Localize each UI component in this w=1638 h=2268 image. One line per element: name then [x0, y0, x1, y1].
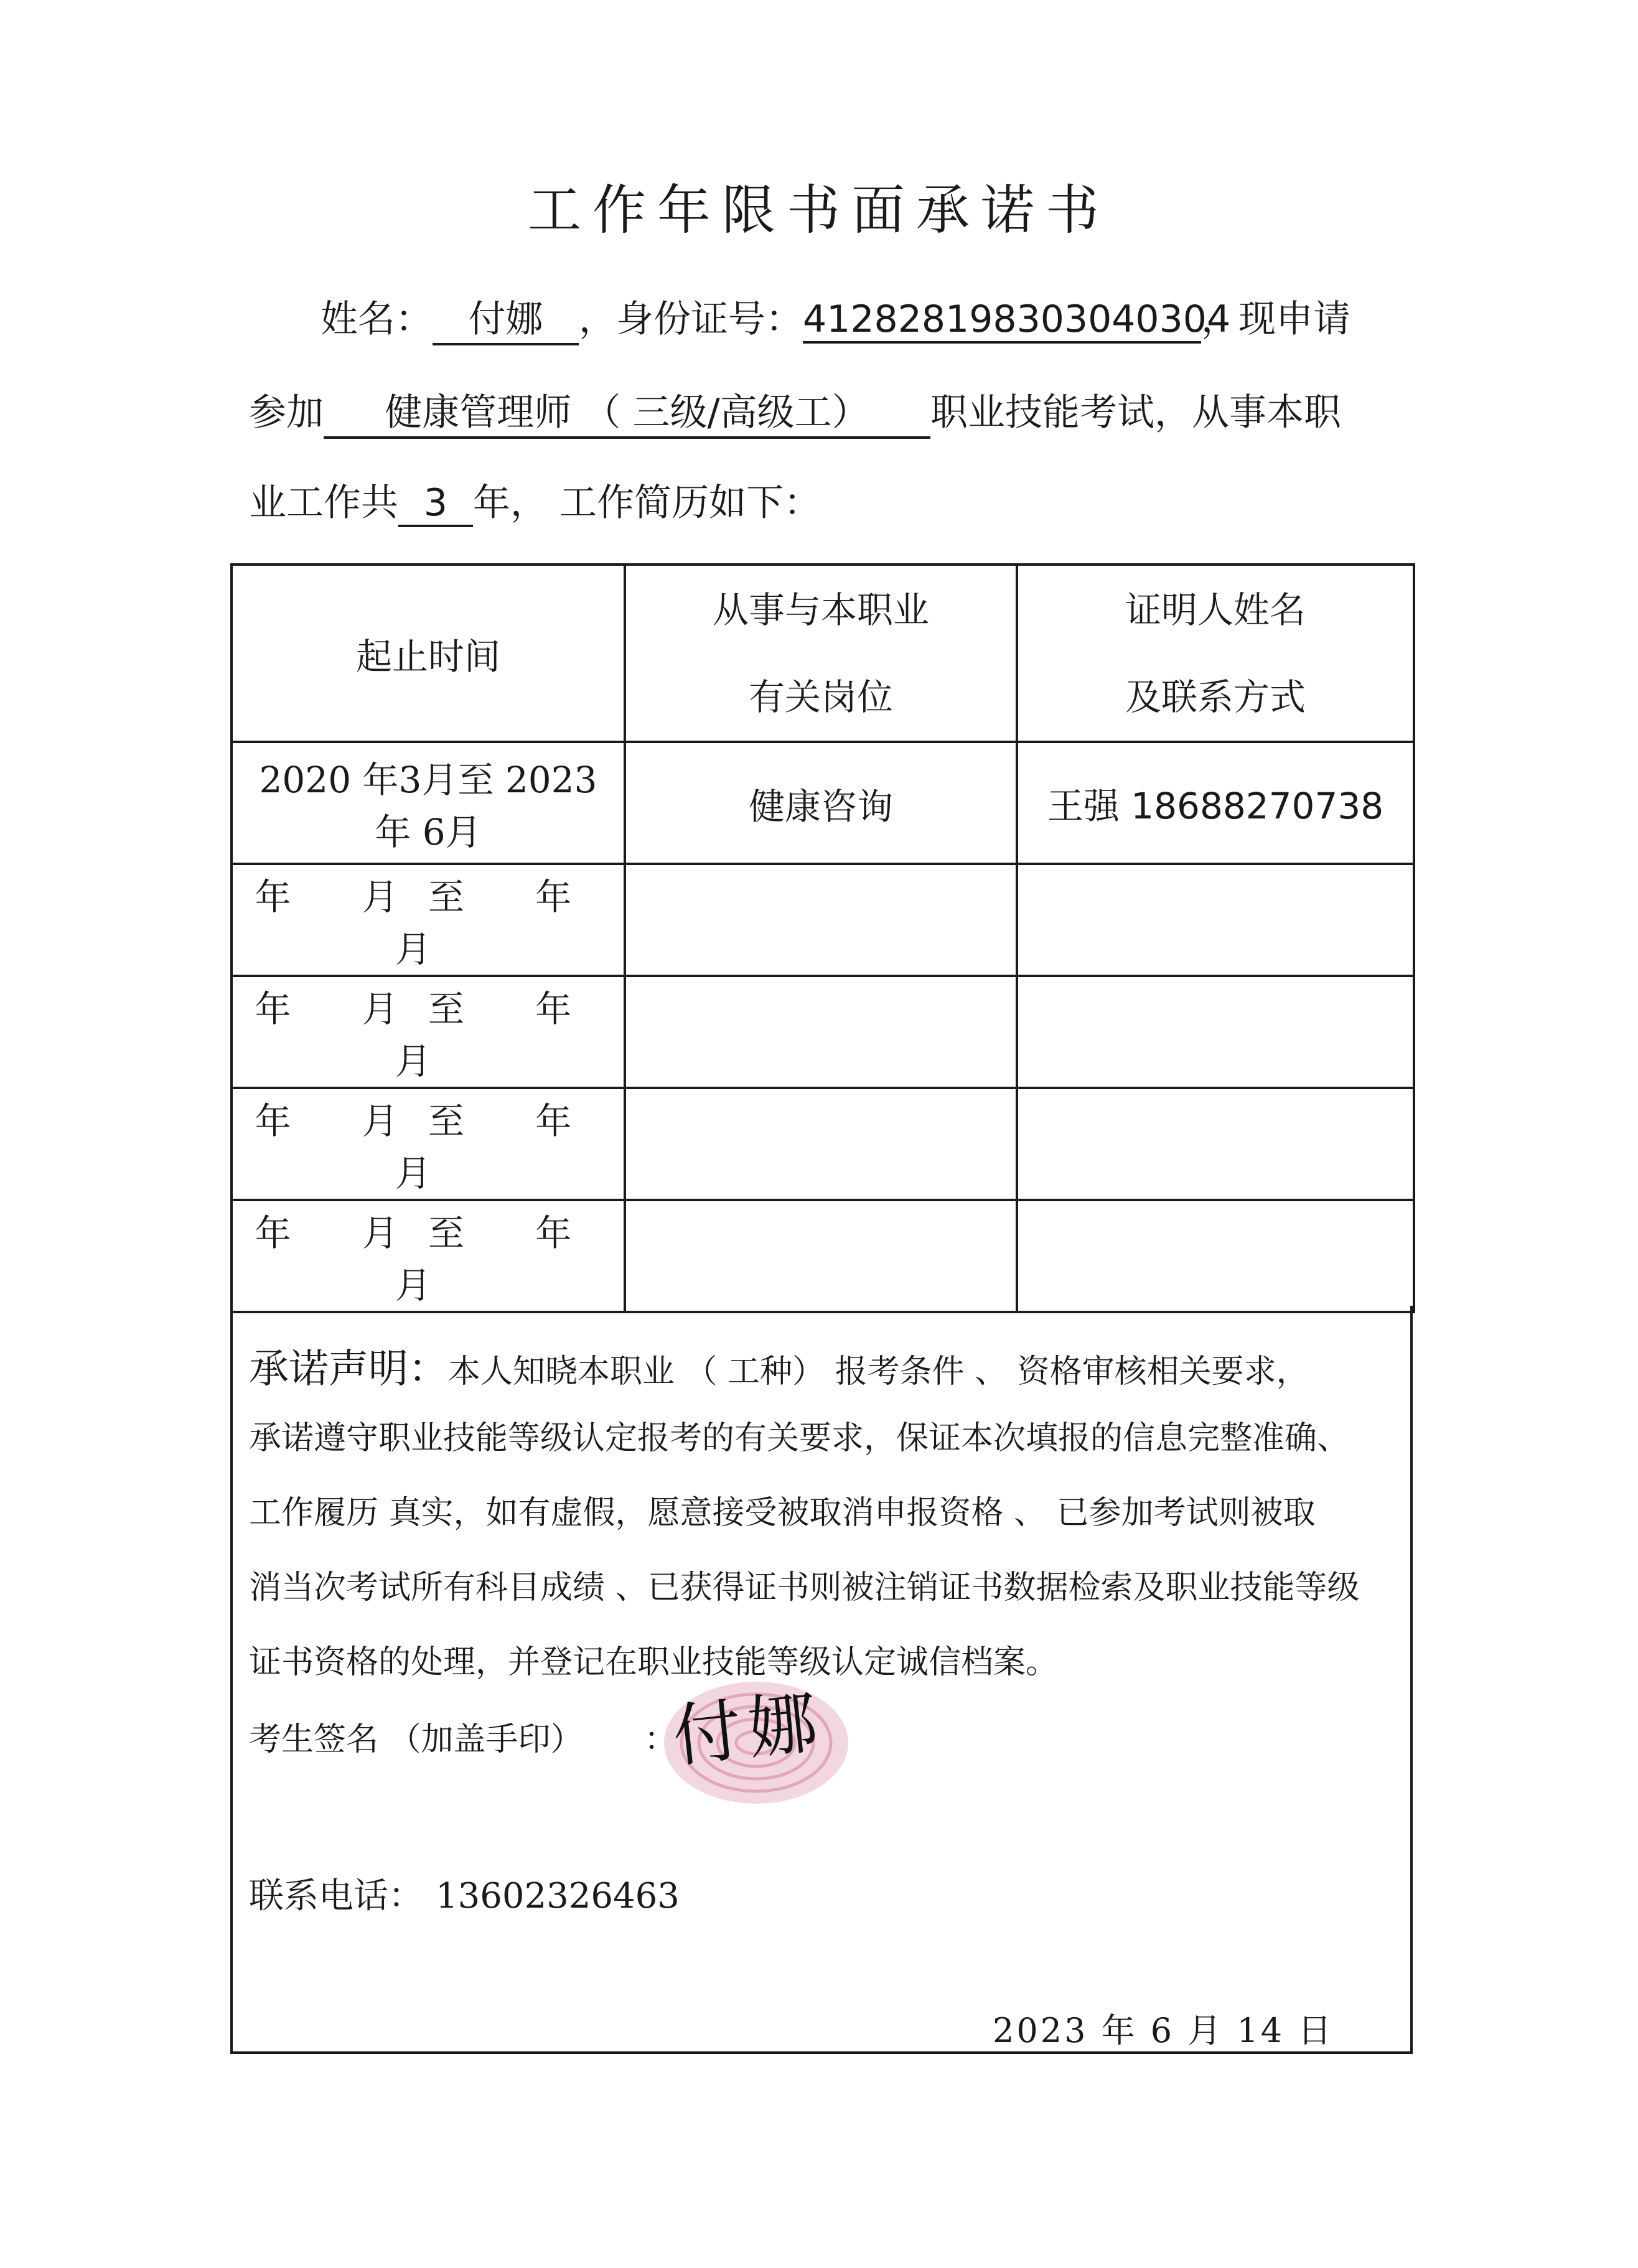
- period-cell: 年 月至 年 月: [232, 976, 625, 1088]
- period-line-1: 2020 年3月至 2023: [259, 759, 597, 801]
- intro-line-2: [249, 383, 1341, 439]
- years-prefix: 业工作共: [249, 481, 398, 525]
- table-header-row: [232, 565, 1414, 742]
- header-witness-line-1: 证明人姓名: [1125, 588, 1306, 631]
- period-cell: [232, 742, 625, 864]
- phone-label: 联系电话：: [249, 1876, 423, 1916]
- witness-cell: [1017, 1088, 1414, 1200]
- declaration-line-4: 消当次考试所有科目成绩 、已获得证书则被注销证书数据检索及职业技能等级: [249, 1569, 1360, 1606]
- period-cell: 年 月至 年 月: [232, 864, 625, 976]
- header-position-line-2: 有关岗位: [748, 675, 893, 718]
- header-witness-line-2: 及联系方式: [1125, 675, 1306, 718]
- position-cell: 健康咨询: [625, 742, 1017, 864]
- declaration-line-2: 承诺遵守职业技能等级认定报考的有关要求，保证本次填报的信息完整准确、: [249, 1420, 1350, 1457]
- position-cell: [625, 864, 1017, 976]
- period-line-2: 年 6月: [375, 811, 482, 853]
- id-number-value: 412828198303040304: [803, 298, 1201, 344]
- declaration-line-1: [249, 1337, 1309, 1394]
- witness-cell: [1017, 864, 1414, 976]
- period-cell: 年 月至 年 月: [232, 1200, 625, 1312]
- years-suffix: 年， 工作简历如下：: [473, 481, 821, 525]
- exam-text: 职业技能考试，从事本职: [930, 391, 1341, 434]
- table-row: [232, 864, 1414, 976]
- work-history-table: [230, 563, 1415, 1313]
- signing-date: 2023 年 6 月 14 日: [993, 2011, 1334, 2050]
- sign-colon: ：: [644, 1721, 677, 1758]
- intro-line-3: [249, 473, 821, 527]
- header-position-line-1: 从事与本职业: [712, 588, 929, 631]
- header-witness: [1017, 565, 1414, 742]
- years-value: 3: [398, 481, 473, 527]
- join-prefix: 参加: [249, 391, 324, 434]
- header-period: 起止时间: [232, 565, 625, 742]
- intro-line-1: [321, 289, 1350, 345]
- header-position: [625, 565, 1017, 742]
- sign-label: 考生签名 （加盖手印）: [249, 1721, 583, 1758]
- table-row: [232, 742, 1414, 864]
- apply-suffix: ，现申请: [1201, 298, 1350, 341]
- name-label: 姓名：: [321, 298, 433, 341]
- id-label: ，身份证号：: [579, 298, 803, 341]
- position-cell: [625, 1088, 1017, 1200]
- phone-value: 13602326463: [436, 1876, 680, 1916]
- table-row: [232, 1200, 1414, 1312]
- table-row: [232, 976, 1414, 1088]
- declaration-text-1: 本人知晓本职业 （ 工种） 报考条件 、 资格审核相关要求，: [448, 1353, 1309, 1390]
- position-cell: [625, 976, 1017, 1088]
- table-row: [232, 1088, 1414, 1200]
- declaration-line-3: 工作履历 真实，如有虚假，愿意接受被取消申报资格 、 已参加考试则被取: [249, 1494, 1316, 1532]
- handwritten-signature: 付娜: [668, 1681, 828, 1777]
- declaration-heading: 承诺声明：: [249, 1346, 448, 1392]
- phone-line: [249, 1868, 680, 1918]
- witness-cell: [1017, 1200, 1414, 1312]
- document-title: 工作年限书面承诺书: [528, 179, 1110, 241]
- period-cell: 年 月至 年 月: [232, 1088, 625, 1200]
- witness-cell: 王强 18688270738: [1017, 742, 1414, 864]
- declaration-line-5: 证书资格的处理，并登记在职业技能等级认定诚信档案。: [249, 1644, 1059, 1681]
- position-cell: [625, 1200, 1017, 1312]
- name-value: 付娜: [433, 289, 579, 345]
- witness-cell: [1017, 976, 1414, 1088]
- occupation-value: 健康管理师 （ 三级/高级工）: [324, 383, 930, 439]
